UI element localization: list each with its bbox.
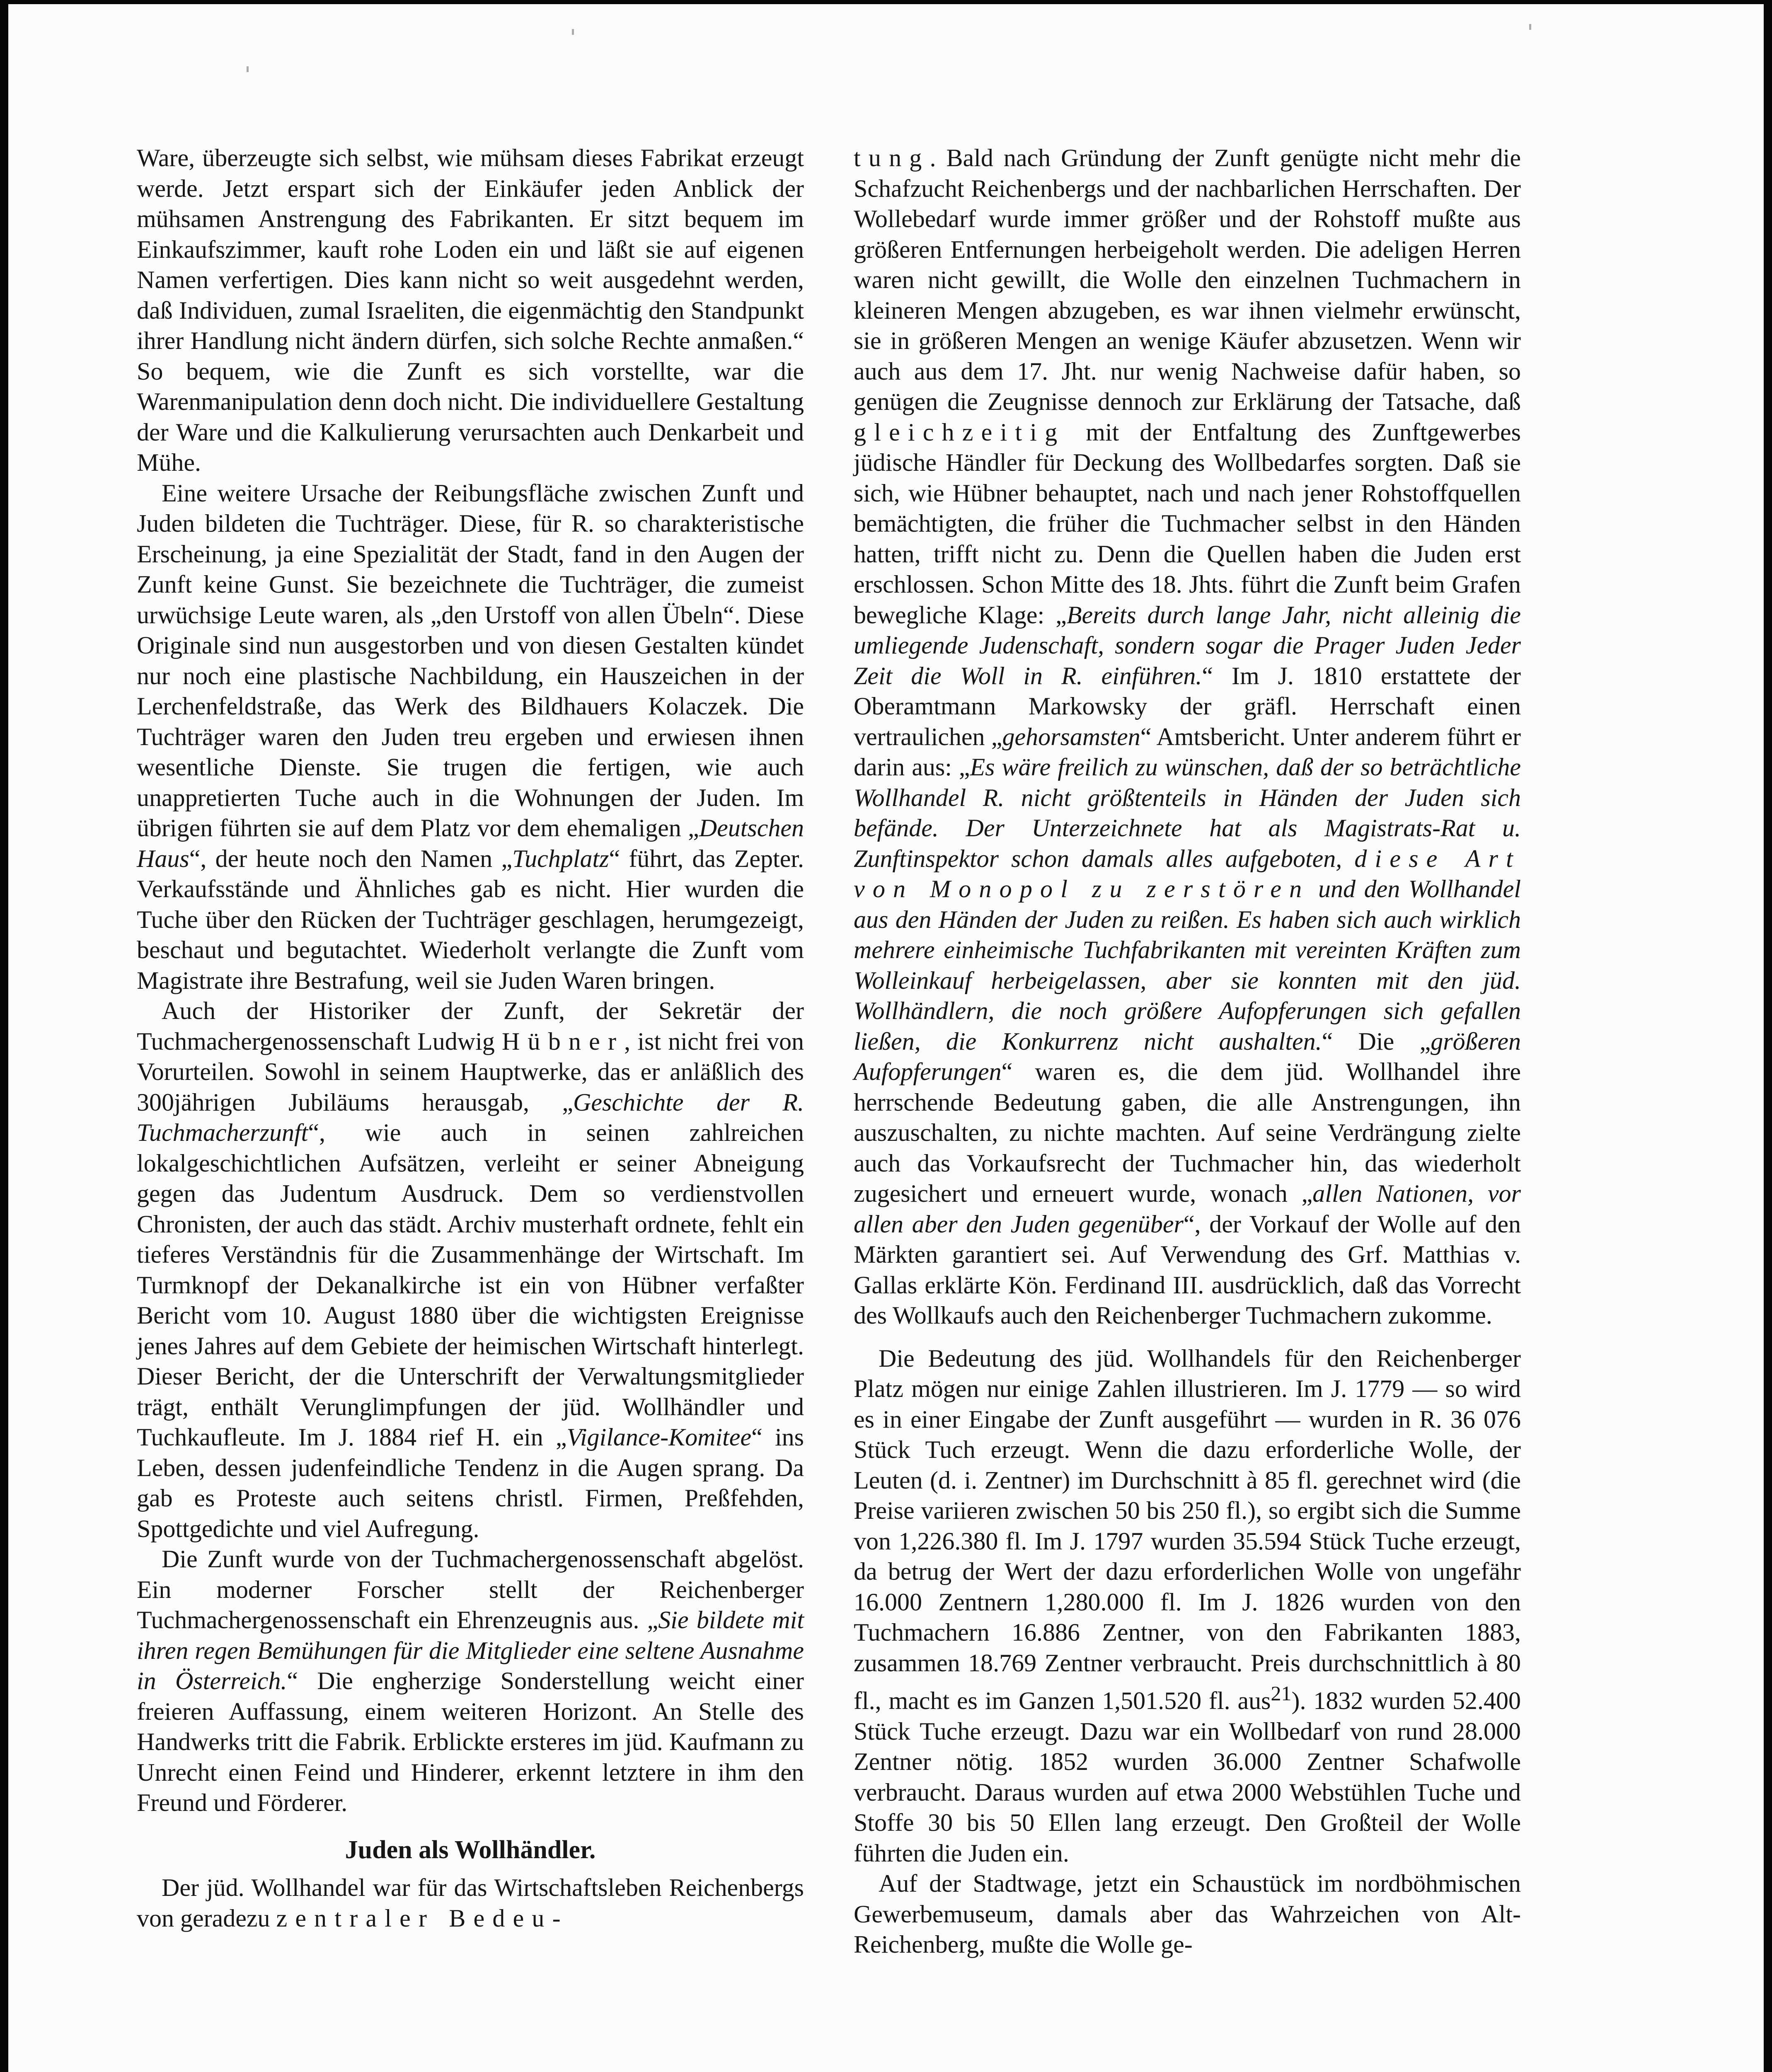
italic-quote: Vigilance-Komitee bbox=[566, 1423, 752, 1451]
italic-quote: Sie bildete mit ihren regen Bemühungen für die Mitglieder eine seltene Ausnahme in Österreich. bbox=[137, 1606, 804, 1694]
paragraph bbox=[854, 143, 1521, 1331]
paragraph-text: Die Zunft wurde von der Tuchmachergenossenschaft abgelöst. Ein moderner Forscher stellt der Reichenberger Tuchmachergenossenschaft ein Ehrenzeugnis aus. „ bbox=[137, 1545, 804, 1634]
paragraph-text: “, wie auch in seinen zahlreichen lokalgeschichtlichen Aufsätzen, verleiht er seiner Abneigung gegen das Judentum Ausdruck. Dem so verdienstvollen Chronisten, der auch das städt. Archiv musterhaft ordnete, fehlt ein tieferes Verständnis für die Zusammenhänge der Wirtschaft. Im Turmknopf der Dekanalkirche ist ein von Hübner verfaßter Bericht vom 10. August 1880 über die wichtigsten Ereignisse jenes Jahres auf dem Gebiete der heimischen Wirtschaft hinterlegt. Dieser Bericht, der die Unterschrift der Verwaltungsmitglieder trägt, enthält Verunglimpfungen der jüd. Wollhändler und Tuchkaufleute. Im J. 1884 rief H. ein „ bbox=[137, 1119, 804, 1451]
italic-quote: größeren Aufopferungen bbox=[854, 1027, 1521, 1085]
paragraph-text: , ist nicht frei von Vorurteilen. Sowohl in seinem Hauptwerke, das er anläßlich des 300jährigen Jubiläums herausgab, „ bbox=[137, 1027, 804, 1116]
paragraph-text: “ Die „ bbox=[1322, 1027, 1431, 1055]
paragraph bbox=[137, 478, 804, 996]
italic-quote: gehorsamsten bbox=[1002, 723, 1140, 750]
paragraph-text: “ Die engherzige Sonderstellung weicht einer freieren Auffassung, einem weiteren Horizont. An Stelle des Handwerks tritt die Fabrik. Erblickte ersteres im jüd. Kaufmann zu Unrecht einen Feind und Hinderer, erkennt letztere in ihm den Freund und Förderer. bbox=[137, 1667, 804, 1816]
italic-quote: und den Wollhandel aus den Händen der Juden zu reißen. Es haben sich auch wirklich mehrere einheimische Tuchfabrikanten mit vereinten Kräften zum Wolleinkauf herbeigelassen, aber sie konnten mit den jüd. Wollhändlern, die noch größere Aufopferungen sich gefallen ließen, die Konkurrenz nicht aushalten. bbox=[854, 875, 1521, 1055]
italic-quote: Geschichte der R. Tuchmacherzunft bbox=[137, 1088, 804, 1146]
italic-quote: Deutschen Haus bbox=[137, 814, 804, 872]
italic-quote: Es wäre freilich zu wünschen, daß der so beträchtliche Wollhandel R. nicht größtenteils in Händen der Juden sich befände. Der Unterzeichnete hat als Magistrats-Rat u. Zunftinspektor schon damals alles aufgeboten, bbox=[854, 753, 1521, 872]
paragraph-text: Eine weitere Ursache der Reibungsfläche zwischen Zunft und Juden bildeten die Tuchträger. Diese, für R. so charakteristische Erscheinung, ja eine Spezialität der Stadt, fand in den Augen der Zunft keine Gunst. Sie bezeichnete die Tuchträger, die zumeist urwüchsige Leute waren, als „den Urstoff von allen Übeln“. Diese Originale sind nun ausgestorben und von diesen Gestalten kündet nur noch eine plastische Nachbildung, ein Hauszeichen in der Lerchenfeldstraße, das Werk des Bildhauers Kolaczek. Die Tuchträger waren den Juden treu ergeben und erwiesen ihnen wesentliche Dienste. Sie trugen die fertigen, wie auch unappretierten Tuche auch in die Wohnungen der Juden. Im übrigen führten sie auf dem Platz vor dem ehemaligen „ bbox=[137, 479, 804, 842]
paragraph-text: Der jüd. Wollhandel war für das Wirtschaftsleben Reichenbergs von geradezu bbox=[137, 1874, 804, 1932]
paragraph-text: “ Im J. 1810 erstattete der Oberamtmann Markowsky der gräfl. Herrschaft einen vertraulichen „ bbox=[854, 662, 1521, 750]
paragraph bbox=[854, 1869, 1521, 1960]
paragraph-text: “ führt, das Zepter. Verkaufsstände und Ähnliches gab es nicht. Hier wurden die Tuche über den Rücken der Tuchträger geschlagen, herumgezeigt, beschaut und begutachtet. Wiederholt verlangte die Zunft vom Magistrate ihre Bestrafung, weil sie Juden Waren bringen. bbox=[137, 845, 804, 994]
paragraph-gap bbox=[854, 1331, 1521, 1343]
scan-speck bbox=[247, 66, 249, 72]
paragraph bbox=[854, 1343, 1521, 1869]
paragraph-text: mit der Entfaltung des Zunftgewerbes jüdische Händler für Deckung des Wollbedarfes sorgten. Daß sie sich, wie Hübner behauptet, nach und nach jener Rohstoffquellen bemächtigten, die früher die Tuchmacher selbst in den Händen hatten, trifft nicht zu. Denn die Quellen haben die Juden erst erschlossen. Schon Mitte des 18. Jhts. führt die Zunft beim Grafen bewegliche Klage: „ bbox=[854, 418, 1521, 629]
paragraph-text: Die Bedeutung des jüd. Wollhandels für den Reichenberger Platz mögen nur einige Zahlen illustrieren. Im J. 1779 — so wird es in einer Eingabe der Zunft ausgeführt — wurden in R. 36 076 Stück Tuch erzeugt. Wenn die dazu erforderliche Wolle, der Leuten (d. i. Zentner) im Durchschnitt à 85 fl. gerechnet wird (die Preise variieren zwischen 50 bis 250 fl.), so ergibt sich die Summe von 1,226.380 fl. Im J. 1797 wurden 35.594 Stück Tuche erzeugt, da betrug der Wert der dazu erforderlichen Wolle von ungefähr 16.000 Zentnern 1,280.000 fl. Im J. 1826 wurden von den Tuchmachern 16.886 Zentner, von den Fabrikanten 1883, zusammen 18.769 Zentner verbraucht. Preis durchschnittlich à 80 fl., macht es im Ganzen 1,501.520 fl. aus bbox=[854, 1344, 1521, 1714]
scan-speck bbox=[572, 29, 574, 35]
spaced-emphasis: zentraler Bedeu- bbox=[276, 1904, 569, 1932]
paragraph-text: ). 1832 wurden 52.400 Stück Tuche erzeugt. Dazu war ein Wollbedarf von rund 28.000 Zentner nötig. 1852 wurden 36.000 Zentner Schafwolle verbraucht. Daraus wurden auf etwa 2000 Webstühlen Tuche und Stoffe 30 bis 50 Ellen lang erzeugt. Den Großteil der Wolle führten die Juden ein. bbox=[854, 1687, 1521, 1867]
paragraph-text: . Bald nach Gründung der Zunft genügte nicht mehr die Schafzucht Reichenbergs und der nachbarlichen Herrschaften. Der Wollebedarf wurde immer größer und der Rohstoff mußte aus größeren Entfernungen herbeigeholt werden. Die adeligen Herren waren nicht gewillt, die Wolle den einzelnen Tuchmachern in kleineren Mengen abzugeben, es war ihnen vielmehr erwünscht, sie in größeren Mengen an wenige Käufer abzusetzen. Wenn wir auch aus dem 17. Jht. nur wenig Nachweise dafür haben, so genügen die Zeugnisse dennoch zur Erklärung der Tatsache, daß bbox=[854, 144, 1521, 415]
paragraph-text: “ ins Leben, dessen judenfeindliche Tendenz in die Augen sprang. Da gab es Proteste auch seitens christl. Firmen, Preßfehden, Spottgedichte und viel Aufregung. bbox=[137, 1423, 804, 1542]
paragraph-text: Auch der Historiker der Zunft, der Sekretär der Tuchmachergenossenschaft Ludwig bbox=[137, 997, 804, 1055]
spaced-name: Hübner bbox=[501, 1027, 625, 1055]
paragraph-text: Ware, überzeugte sich selbst, wie mühsam dieses Fabrikat erzeugt werde. Jetzt erspart sich der Einkäufer jeden Anblick der mühsamen Anstrengung des Fabrikanten. Er sitzt bequem im Einkaufszimmer, kauft rohe Loden ein und läßt sie auf eigenen Namen verfertigen. Dies kann nicht so weit ausgedehnt werden, daß Individuen, zumal Israeliten, die eigenmächtig den Standpunkt ihrer Handlung nicht ändern dürfen, sich solche Rechte anmaßen.“ So bequem, wie die Zunft es sich vorstellte, war die Warenmanipulation denn doch nicht. Die individuellere Gestaltung der Ware und die Kalkulierung verursachten auch Denkarbeit und Mühe. bbox=[137, 144, 804, 476]
paragraph-text: “ Amtsbericht. Unter anderem führt er darin aus: „ bbox=[854, 723, 1521, 781]
italic-quote: allen Nationen, vor allen aber den Juden gegenüber bbox=[854, 1180, 1521, 1238]
spaced-italic-quote: diese Art von Monopol zu zerstören bbox=[854, 845, 1521, 903]
paragraph-text: “ waren es, die dem jüd. Wollhandel ihre herrschende Bedeutung gaben, die alle Anstrengungen, ihn auszuschalten, zu nichte machten. Auf seine Verdrängung zielte auch das Vorkaufsrecht der Tuchmacher hin, das wiederholt zugesichert und erneuert wurde, wonach „ bbox=[854, 1058, 1521, 1207]
paragraph bbox=[137, 1873, 804, 1934]
left-column bbox=[137, 143, 804, 1934]
paragraph bbox=[137, 996, 804, 1544]
scan-speck bbox=[1529, 24, 1531, 30]
spaced-emphasis: gleichzeitig bbox=[854, 418, 1065, 446]
paragraph bbox=[137, 1544, 804, 1818]
paragraph-text: “, der heute noch den Namen „ bbox=[189, 845, 513, 872]
paragraph-text: Auf der Stadtwage, jetzt ein Schaustück im nordböhmischen Gewerbemuseum, damals aber das Wahrzeichen von Alt-Reichenberg, mußte die Wolle ge- bbox=[854, 1870, 1521, 1958]
footnote-reference: 21 bbox=[1271, 1682, 1292, 1705]
italic-quote: Tuchplatz bbox=[512, 845, 609, 872]
right-column bbox=[854, 143, 1521, 1960]
document-page bbox=[8, 4, 1764, 2072]
paragraph bbox=[137, 143, 804, 478]
spaced-emphasis: tung bbox=[854, 144, 930, 172]
paragraph-text: “, der Vorkauf der Wolle auf den Märkten garantiert sei. Auf Verwendung des Grf. Matthias v. Gallas erklärte Kön. Ferdinand III. ausdrücklich, daß das Vorrecht des Wollkaufs auch den Reichenberger Tuchmachern zukomme. bbox=[854, 1210, 1521, 1329]
italic-quote: Bereits durch lange Jahr, nicht alleinig die umliegende Judenschaft, sondern sogar die Prager Juden Jeder Zeit die Woll in R. einführen. bbox=[854, 601, 1521, 690]
section-heading: Juden als Wollhändler. bbox=[345, 1835, 596, 1864]
